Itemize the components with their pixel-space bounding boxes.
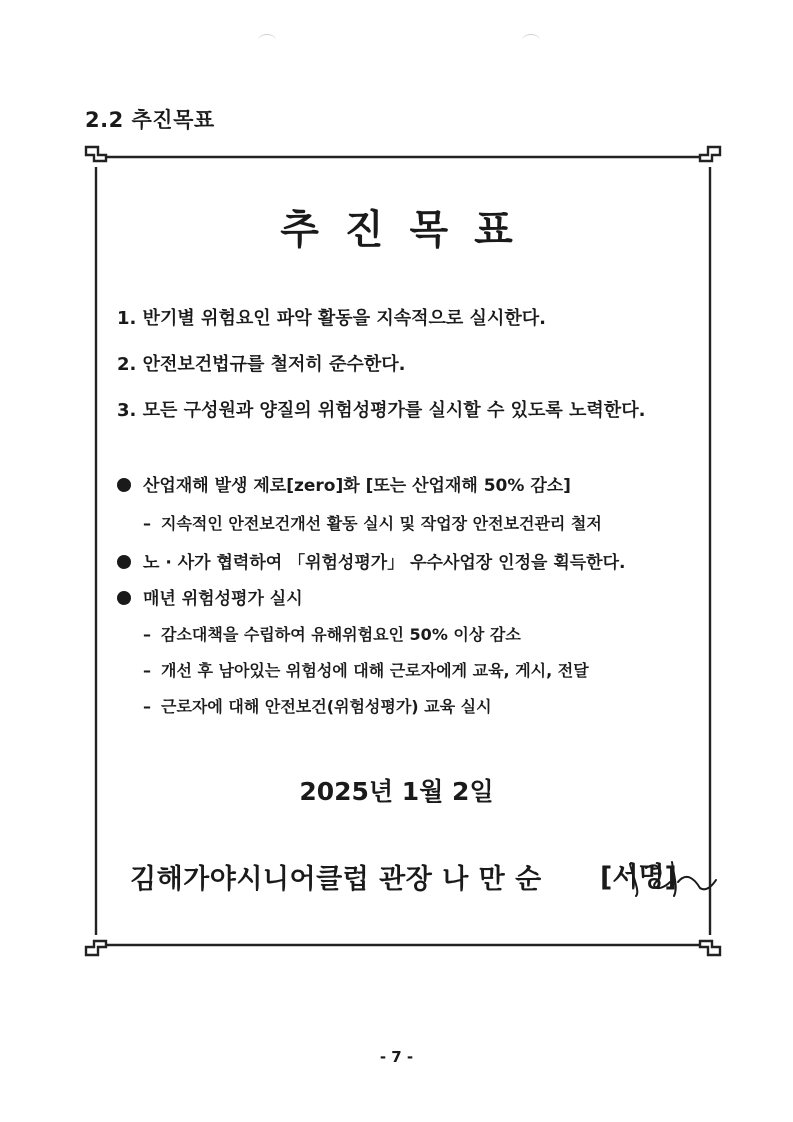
signatory-line (130, 857, 542, 896)
corner-ornament (86, 941, 106, 955)
sub-text: 지속적인 안전보건개선 활동 실시 및 작업장 안전보건관리 철저 (161, 514, 602, 533)
bullet-icon (117, 591, 131, 605)
signature-mark (600, 852, 720, 902)
sub-text: 근로자에 대해 안전보건(위험성평가) 교육 실시 (161, 697, 492, 716)
document-title: 추진목표 (280, 207, 539, 253)
punch-hole-mark (258, 34, 276, 47)
dash: – (143, 661, 151, 680)
corner-ornament (700, 147, 720, 161)
sign-placeholder: [서명] (600, 862, 677, 893)
punch-hole-mark (522, 34, 540, 47)
goal-item: 3. 모든 구성원과 양질의 위험성평가를 실시할 수 있도록 노력한다. (117, 400, 646, 421)
dash: – (143, 625, 151, 644)
signatory-name: 김해가야시니어클럽 관장 나 만 순 (130, 864, 542, 895)
corner-ornament (700, 941, 720, 955)
document-date: 2025년 1월 2일 (299, 777, 494, 806)
page-number: - 7 - (379, 1048, 414, 1066)
dash: – (143, 514, 151, 533)
sub-item (143, 658, 589, 681)
goal-item: 2. 안전보건법규를 철저히 준수한다. (117, 354, 406, 375)
corner-ornament (86, 147, 106, 161)
target-bullet (117, 584, 303, 609)
target-text: 노 · 사가 협력하여 「위험성평가」 우수사업장 인정을 획득한다. (143, 553, 626, 573)
target-text: 산업재해 발생 제로[zero]화 [또는 산업재해 50% 감소] (143, 476, 571, 496)
bullet-icon (117, 478, 131, 492)
sub-item (143, 622, 521, 645)
goal-item: 1. 반기별 위험요인 파악 활동을 지속적으로 실시한다. (117, 308, 546, 329)
sub-text: 감소대책을 수립하여 유해위험요인 50% 이상 감소 (161, 625, 521, 644)
target-bullet (117, 471, 571, 496)
target-text: 매년 위험성평가 실시 (143, 589, 303, 609)
target-bullet (117, 548, 625, 573)
section-heading: 2.2 추진목표 (85, 108, 215, 132)
bullet-icon (117, 555, 131, 569)
dash: – (143, 697, 151, 716)
sub-item (143, 511, 602, 534)
sub-text: 개선 후 남아있는 위험성에 대해 근로자에게 교육, 게시, 전달 (161, 661, 589, 680)
sub-item (143, 694, 492, 717)
